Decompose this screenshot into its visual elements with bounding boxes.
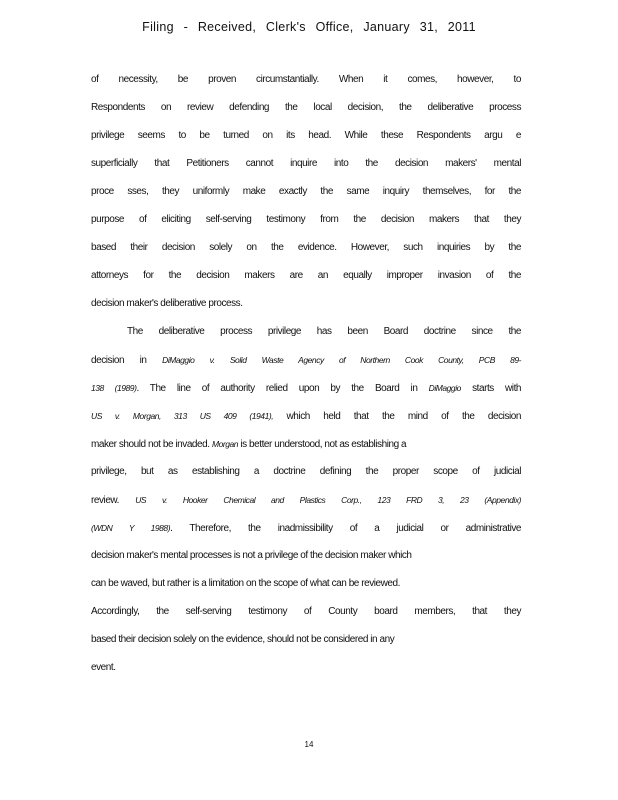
case-citation: US v. Morgan, 313 US 409 (1941), xyxy=(91,411,274,421)
text-line: decision in DiMaggio v. Solid Waste Agency of Northern Cook County, PCB 89- xyxy=(91,355,521,366)
text-line: proce sses, they uniformly make exactly the same inquiry themselves, for the xyxy=(91,186,521,197)
text-line: review. US v. Hooker Chemical and Plastics Corp., 123 FRD 3, 23 (Appendix) xyxy=(91,495,521,506)
text-line: based their decision solely on the evidence, should not be considered in any xyxy=(91,634,395,645)
text-line: decision maker's deliberative process. xyxy=(91,298,243,309)
text-line: Accordingly, the self-serving testimony of County board members, that they xyxy=(91,606,521,617)
text-line: based their decision solely on the evidence. However, such inquiries by the xyxy=(91,242,521,253)
filing-stamp-header: Filing - Received, Clerk's Office, January 31, 2011 xyxy=(142,20,476,34)
case-citation: DiMaggio xyxy=(428,383,461,393)
case-citation: 138 (1989) xyxy=(91,383,137,393)
text-line: privilege, but as establishing a doctrine defining the proper scope of judicial xyxy=(91,466,521,477)
case-citation: (WDN Y 1988) xyxy=(91,523,171,533)
text-line: Respondents on review defending the local decision, the deliberative process xyxy=(91,102,521,113)
text-line: attorneys for the decision makers are an equally improper invasion of the xyxy=(91,270,521,281)
text-line: (WDN Y 1988). Therefore, the inadmissibility of a judicial or administrative xyxy=(91,523,522,534)
case-citation: DiMaggio v. Solid Waste Agency of Northern Cook County, PCB 89- xyxy=(162,355,521,365)
text-line: The deliberative process privilege has been Board doctrine since the xyxy=(127,326,521,337)
text-line: can be waved, but rather is a limitation on the scope of what can be reviewed. xyxy=(91,578,400,589)
body-text xyxy=(91,72,521,688)
text-line: maker should not be invaded. Morgan is better understood, not as establishing a xyxy=(91,439,407,450)
text-line: decision maker's mental processes is not a privilege of the decision maker which xyxy=(91,550,412,561)
text-line: 138 (1989). The line of authority relied upon by the Board in DiMaggio starts with xyxy=(91,383,522,394)
text-line: US v. Morgan, 313 US 409 (1941), which held that the mind of the decision xyxy=(91,411,522,422)
text-line: purpose of eliciting self-serving testimony from the decision makers that they xyxy=(91,214,521,225)
text-line: privilege seems to be turned on its head. While these Respondents argu e xyxy=(91,130,521,141)
text-line: superficially that Petitioners cannot inquire into the decision makers' mental xyxy=(91,158,521,169)
case-citation: Morgan xyxy=(211,439,239,449)
text-line: of necessity, be proven circumstantially. When it comes, however, to xyxy=(91,74,521,85)
page-number: 14 xyxy=(304,740,314,749)
case-citation: US v. Hooker Chemical and Plastics Corp., 123 FRD 3, 23 (Appendix) xyxy=(135,495,521,505)
text-line: event. xyxy=(91,662,116,673)
